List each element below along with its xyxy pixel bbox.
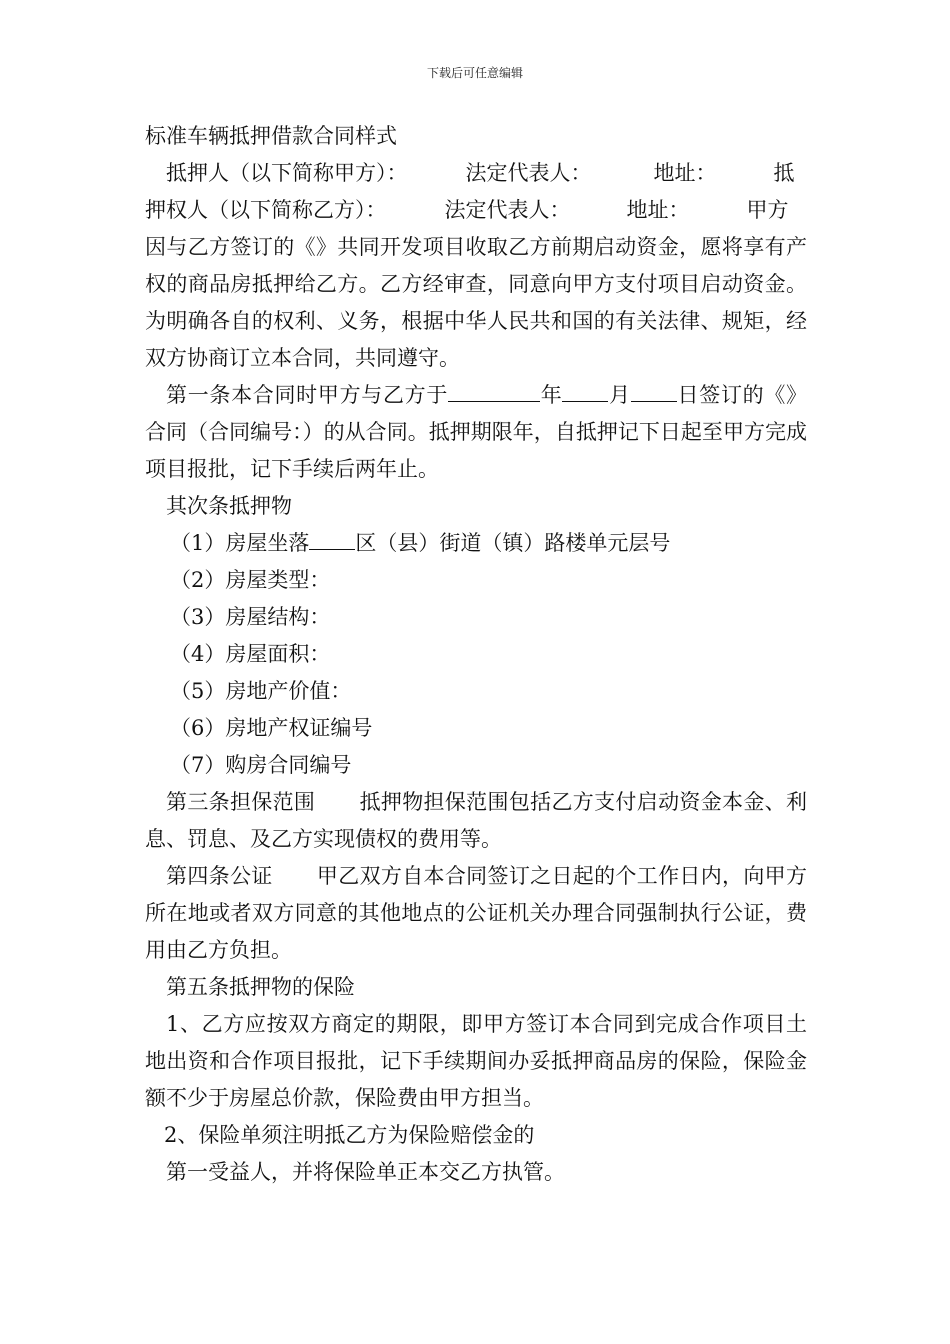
article-1-intro: 第一条本合同时甲方与乙方于 [166,383,449,407]
party-b-label-first-char: 抵 [773,161,795,185]
item-1-rest: 区（县）街道（镇）路楼单元层号 [355,531,671,555]
article-4-title: 第四条公证 [166,864,273,888]
article-5-item-2-cont: 第一受益人，并将保险单正本交乙方执管。 [166,1160,565,1184]
item-4: （4）房屋面积： [170,642,331,666]
party-b-address-label: 地址： [626,198,690,222]
article-5-title: 第五条抵押物的保险 [166,975,355,999]
article-3-body: 抵押物担保范围包括乙方支付启动资金本金、利息、罚息、及乙方实现债权的费用等。 [145,790,807,851]
article-5-item-2: 2、保险单须注明抵乙方为保险赔偿金的 [164,1123,535,1147]
article-4 [145,858,807,969]
party-a-legal-rep-label: 法定代表人： [465,161,592,185]
party-a-label: 抵押人（以下简称甲方）： [166,161,408,185]
item-1 [145,525,807,562]
day-blank [631,377,677,402]
item-7: （7）购房合同编号 [170,753,352,777]
article-4-body: 甲乙双方自本合同签订之日起的个工作日内，向甲方所在地或者双方同意的其他地点的公证机关办理合同强制执行公证，费用由乙方负担。 [145,864,808,962]
year-blank [448,377,540,402]
year-label: 年 [540,383,563,407]
article-2-title: 其次条抵押物 [166,494,292,518]
item-3: （3）房屋结构： [170,605,331,629]
article-1 [145,377,807,488]
location-blank [309,525,355,550]
party-b-line [145,192,807,229]
article-1-rest: 日签订的《》合同（合同编号：）的从合同。抵押期限年，自抵押记下日起至甲方完成项目报批，记下手续后两年止。 [145,383,808,481]
party-b-legal-rep-label: 法定代表人： [444,198,571,222]
item-2: （2）房屋类型： [170,568,331,592]
item-6: （6）房地产权证编号 [170,716,373,740]
month-blank [562,377,608,402]
document-title: 标准车辆抵押借款合同样式 [145,124,397,148]
party-a-line [145,155,807,192]
document-body [145,118,807,1191]
party-b-label: 押权人（以下简称乙方）： [145,198,387,222]
article-3-title: 第三条担保范围 [166,790,316,814]
month-label: 月 [608,383,631,407]
party-a-address-label: 地址： [653,161,717,185]
item-5: （5）房地产价值： [170,679,352,703]
preamble-start: 甲方 [746,198,789,222]
article-5-item-1: 1、乙方应按双方商定的期限，即甲方签订本合同到完成合作项目土地出资和合作项目报批，记下手续期间办妥抵押商品房的保险，保险金额不少于房屋总价款，保险费由甲方担当。 [145,1012,807,1110]
page-header-note: 下载后可任意编辑 [426,66,523,80]
item-1-label: （1）房屋坐落 [170,531,310,555]
preamble-paragraph: 因与乙方签订的《》共同开发项目收取乙方前期启动资金，愿将享有产权的商品房抵押给乙方。乙方经审查，同意向甲方支付项目启动资金。为明确各自的权利、义务，根据中华人民共和国的有关法律、规矩，经双方协商订立本合同，共同遵守。 [145,235,807,370]
article-3 [145,784,807,858]
